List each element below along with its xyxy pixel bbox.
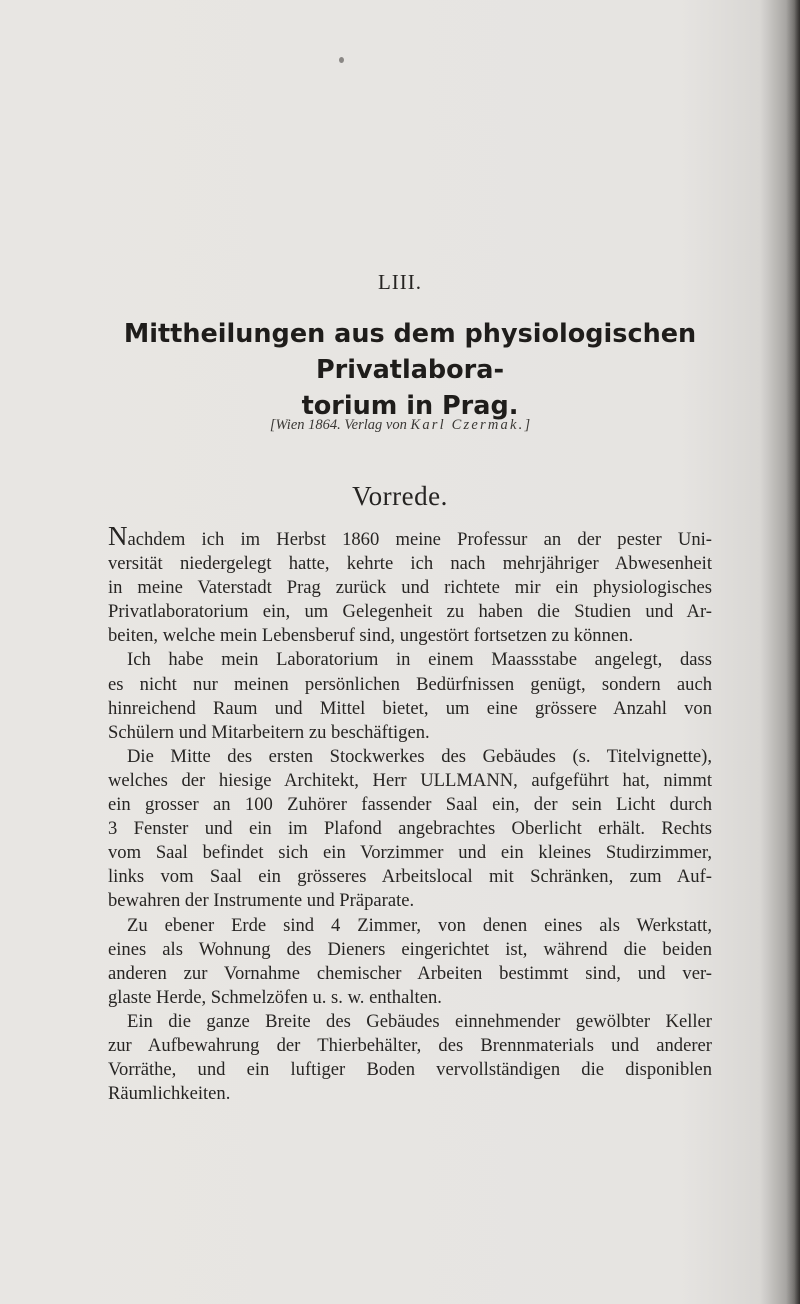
imprint-place-year: Wien 1864. xyxy=(275,417,341,433)
text-line: Schülern und Mitarbeitern zu beschäftigen. xyxy=(108,721,430,743)
text-line: hinreichend Raum und Mittel bietet, um eine grössere Anzahl von xyxy=(108,697,712,719)
text-line: Die Mitte des ersten Stockwerkes des Gebäudes (s. Titelvignette), xyxy=(127,745,712,767)
chapter-numeral: LIII. xyxy=(377,270,423,294)
text-line: Ich habe mein Laboratorium in einem Maassstabe angelegt, dass xyxy=(127,649,712,671)
text-line: glaste Herde, Schmelzöfen u. s. w. enthalten. xyxy=(108,986,442,1008)
title-line-2: torium in Prag. xyxy=(301,391,519,421)
imprint-publisher-name: Karl Czermak. xyxy=(410,417,525,433)
first-line-rest: achdem ich im Herbst 1860 meine Professur an der pester Uni- xyxy=(127,529,712,550)
text-line: vom Saal befindet sich ein Vorzimmer und ein kleines Studirzimmer, xyxy=(108,842,712,864)
imprint-open-bracket: [ xyxy=(269,417,276,433)
text-line: eines als Wohnung des Dieners eingerichtet ist, während die beiden xyxy=(108,938,712,960)
text-line: anderen zur Vornahme chemischer Arbeiten bestimmt sind, und ver- xyxy=(108,962,712,984)
paper-speck xyxy=(339,57,344,63)
text-line: Räumlichkeiten. xyxy=(108,1083,231,1105)
text-line: bewahren der Instrumente und Präparate. xyxy=(108,890,415,912)
imprint-publisher-prefix: Verlag von xyxy=(344,417,407,433)
text-line xyxy=(108,521,712,552)
imprint-line xyxy=(0,417,800,434)
text-line: Zu ebener Erde sind 4 Zimmer, von denen eines als Werkstatt, xyxy=(127,914,712,936)
text-line: versität niedergelegt hatte, kehrte ich nach mehrjähriger Abwesenheit xyxy=(108,553,712,575)
text-line: ein grosser an 100 Zuhörer fassender Saal ein, der sein Licht durch xyxy=(108,794,712,816)
section-heading: Vorrede. xyxy=(352,481,448,511)
text-line: Privatlaboratorium ein, um Gelegenheit zu haben die Studien und Ar- xyxy=(108,601,712,623)
imprint-close-bracket: ] xyxy=(524,417,531,433)
text-line: in meine Vaterstadt Prag zurück und richtete mir ein physiologisches xyxy=(108,577,712,599)
text-line: zur Aufbewahrung der Thierbehälter, des Brennmaterials und anderer xyxy=(108,1034,712,1056)
text-line: beiten, welche mein Lebensberuf sind, ungestört fortsetzen zu können. xyxy=(108,625,634,647)
text-line: Ein die ganze Breite des Gebäudes einnehmender gewölbter Keller xyxy=(127,1010,712,1032)
dropcap: N xyxy=(108,521,128,551)
text-line: links vom Saal ein grösseres Arbeitslocal mit Schränken, zum Auf- xyxy=(108,866,712,888)
text-line: 3 Fenster und ein im Plafond angebrachtes Oberlicht erhält. Rechts xyxy=(108,818,712,840)
text-line: welches der hiesige Architekt, Herr ULLMANN, aufgeführt hat, nimmt xyxy=(108,769,712,791)
text-line: es nicht nur meinen persönlichen Bedürfnissen genügt, sondern auch xyxy=(108,673,712,695)
chapter-title xyxy=(60,316,760,424)
page-edge-shadow xyxy=(786,0,800,1304)
title-line-1: Mittheilungen aus dem physiologischen Privatlabora- xyxy=(123,319,697,385)
text-line: Vorräthe, und ein luftiger Boden vervollständigen die disponiblen xyxy=(108,1059,712,1081)
body-text xyxy=(108,521,712,1106)
